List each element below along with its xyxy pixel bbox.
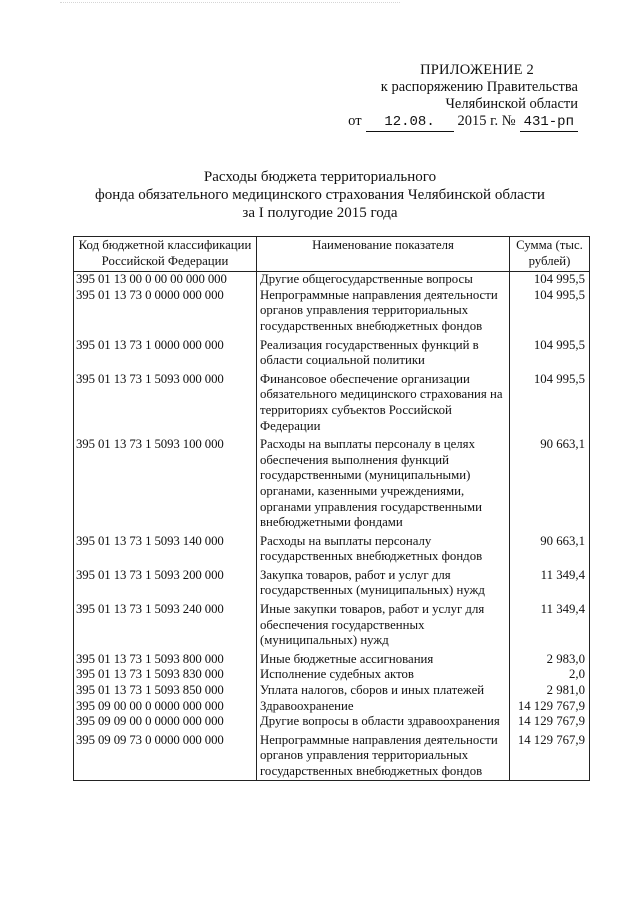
row-amount: 104 995,5 <box>510 272 590 288</box>
table-row <box>74 649 590 668</box>
budget-table <box>73 236 590 781</box>
table-header-row <box>74 237 590 272</box>
order-number: 431-рп <box>520 114 578 132</box>
row-code: 395 09 09 00 0 0000 000 000 <box>74 714 257 730</box>
row-name: Непрограммные направления деятельности органов управления территориальных государственных внебюджетных фондов <box>257 730 510 780</box>
table-row <box>74 714 590 730</box>
row-name: Другие общегосударственные вопросы <box>257 272 510 288</box>
table-row <box>74 272 590 288</box>
row-code: 395 09 09 73 0 0000 000 000 <box>74 730 257 780</box>
row-amount: 90 663,1 <box>510 434 590 531</box>
row-amount: 11 349,4 <box>510 565 590 599</box>
row-name: Иные бюджетные ассигнования <box>257 649 510 668</box>
row-code: 395 09 00 00 0 0000 000 000 <box>74 699 257 715</box>
header-code: Код бюджетной классификации Российской Федерации <box>74 237 257 272</box>
appendix-header <box>318 62 578 132</box>
row-name: Финансовое обеспечение организации обязательного медицинского страхования на территориях субъектов Российской Федерации <box>257 369 510 434</box>
row-code: 395 01 13 73 1 5093 000 000 <box>74 369 257 434</box>
row-name: Закупка товаров, работ и услуг для государственных (муниципальных) нужд <box>257 565 510 599</box>
row-name: Исполнение судебных актов <box>257 667 510 683</box>
row-amount: 90 663,1 <box>510 531 590 565</box>
row-name: Здравоохранение <box>257 699 510 715</box>
table-row <box>74 335 590 369</box>
year-text: 2015 г. № <box>457 113 516 129</box>
table-row <box>74 288 590 335</box>
row-code: 395 01 13 73 1 5093 200 000 <box>74 565 257 599</box>
row-name: Непрограммные направления деятельности органов управления территориальных государственных внебюджетных фондов <box>257 288 510 335</box>
row-name: Уплата налогов, сборов и иных платежей <box>257 683 510 699</box>
table-row <box>74 667 590 683</box>
from-label: от <box>348 113 362 129</box>
appendix-title: ПРИЛОЖЕНИЕ 2 <box>420 62 534 78</box>
row-amount: 104 995,5 <box>510 369 590 434</box>
row-code: 395 01 13 73 1 5093 140 000 <box>74 531 257 565</box>
table-row <box>74 369 590 434</box>
heading-line-1: Расходы бюджета территориального <box>203 169 437 185</box>
table-row <box>74 565 590 599</box>
row-name: Расходы на выплаты персоналу в целях обеспечения выполнения функций государственными (муниципальными) органами, казенными учреждениями, органами управления государственными внебюджетными фондами <box>257 434 510 531</box>
table-row <box>74 599 590 649</box>
row-code: 395 01 13 73 1 5093 100 000 <box>74 434 257 531</box>
row-amount: 14 129 767,9 <box>510 730 590 780</box>
row-amount: 11 349,4 <box>510 599 590 649</box>
row-amount: 2 983,0 <box>510 649 590 668</box>
row-name: Другие вопросы в области здравоохранения <box>257 714 510 730</box>
row-amount: 104 995,5 <box>510 288 590 335</box>
row-name: Иные закупки товаров, работ и услуг для обеспечения государственных (муниципальных) нужд <box>257 599 510 649</box>
row-name: Реализация государственных функций в области социальной политики <box>257 335 510 369</box>
row-code: 395 01 13 73 0 0000 000 000 <box>74 288 257 335</box>
table-row <box>74 730 590 780</box>
row-amount: 104 995,5 <box>510 335 590 369</box>
row-code: 395 01 13 73 1 5093 240 000 <box>74 599 257 649</box>
row-code: 395 01 13 73 1 0000 000 000 <box>74 335 257 369</box>
header-name: Наименование показателя <box>257 237 510 272</box>
heading-line-2: фонда обязательного медицинского страхования Челябинской области <box>95 187 545 203</box>
document-heading <box>0 168 640 222</box>
order-date: 12.08. <box>366 114 454 132</box>
row-amount: 2 981,0 <box>510 683 590 699</box>
row-code: 395 01 13 73 1 5093 800 000 <box>74 649 257 668</box>
row-amount: 2,0 <box>510 667 590 683</box>
row-amount: 14 129 767,9 <box>510 699 590 715</box>
row-code: 395 01 13 73 1 5093 830 000 <box>74 667 257 683</box>
scan-artifact <box>60 2 400 7</box>
row-code: 395 01 13 73 1 5093 850 000 <box>74 683 257 699</box>
appendix-date-line <box>318 113 578 132</box>
row-amount: 14 129 767,9 <box>510 714 590 730</box>
row-code: 395 01 13 00 0 00 00 000 000 <box>74 272 257 288</box>
header-amount: Сумма (тыс. рублей) <box>510 237 590 272</box>
table-row <box>74 683 590 699</box>
appendix-line-1: к распоряжению Правительства <box>380 79 578 95</box>
appendix-line-2: Челябинской области <box>445 96 578 112</box>
table-row <box>74 531 590 565</box>
row-name: Расходы на выплаты персоналу государственных внебюджетных фондов <box>257 531 510 565</box>
table-row <box>74 699 590 715</box>
table-row <box>74 434 590 531</box>
heading-line-3: за I полугодие 2015 года <box>242 205 398 221</box>
